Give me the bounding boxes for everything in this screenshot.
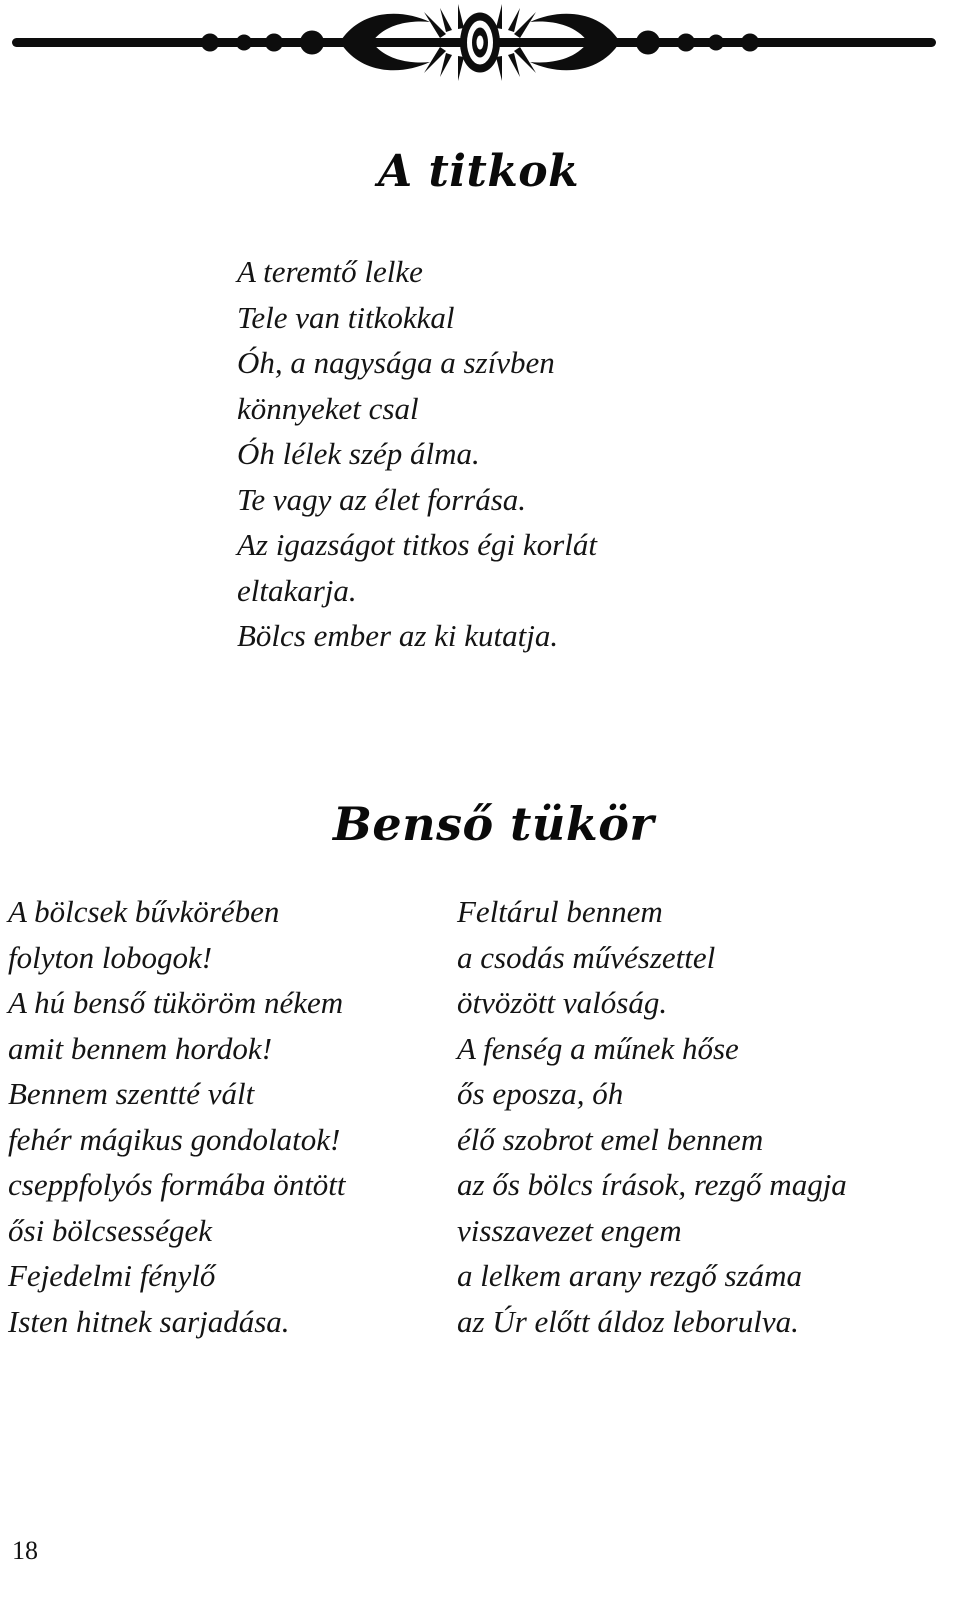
poem-line: cseppfolyós formába öntött [8,1167,346,1202]
poem-line: az ős bölcs írások, rezgő magja [457,1167,847,1202]
poem-line: Isten hitnek sarjadása. [8,1303,290,1339]
poem-line: A bölcsek bűvkörében [8,894,280,929]
poem-line: élő szobrot emel bennem [457,1121,764,1157]
poem-line: fehér mágikus gondolatok! [8,1121,341,1157]
poem-line: eltakarja. [237,572,357,608]
poem-benso-tukor-left-column [8,889,346,1344]
poem-line: Te vagy az élet forrása. [237,481,527,517]
poem-line: Az igazságot titkos égi korlát [237,527,597,562]
poem-line: A fenség a műnek hőse [457,1030,739,1066]
poem-line: A hú benső tüköröm nékem [8,985,344,1020]
poem-line: Bölcs ember az ki kutatja. [237,618,559,653]
poem-line: folyton lobogok! [8,939,213,975]
poem-a-titkok-lines [237,249,597,659]
poem-title-benso-tukor: Benső tükör [333,797,655,851]
poem-line: amit bennem hordok! [8,1030,273,1066]
poem-line: A teremtő lelke [237,254,423,289]
poem-line: Óh, a nagysága a szívben [237,345,555,380]
poem-benso-tukor-right-column [457,889,847,1344]
poem-line: ős eposza, óh [457,1076,624,1111]
poem-line: Bennem szentté vált [8,1076,255,1111]
poem-line: Fejedelmi fénylő [8,1258,216,1293]
poem-line: az Úr előtt áldoz leborulva. [457,1303,799,1339]
poem-line: Tele van titkokkal [237,299,455,335]
poem-line: visszavezet engem [457,1212,682,1248]
poem-title-a-titkok: A titkok [378,146,580,197]
poem-line: Feltárul bennem [457,894,663,929]
poem-line: ősi bölcsességek [8,1212,213,1248]
header-ornament [0,0,960,90]
poem-line: a csodás művészettel [457,939,716,975]
poem-line: ötvözött valóság. [457,985,668,1020]
poem-line: Óh lélek szép álma. [237,436,480,471]
poem-line: könnyeket csal [237,390,419,426]
poem-line: a lelkem arany rezgő száma [457,1258,802,1293]
page-number: 18 [12,1536,38,1565]
